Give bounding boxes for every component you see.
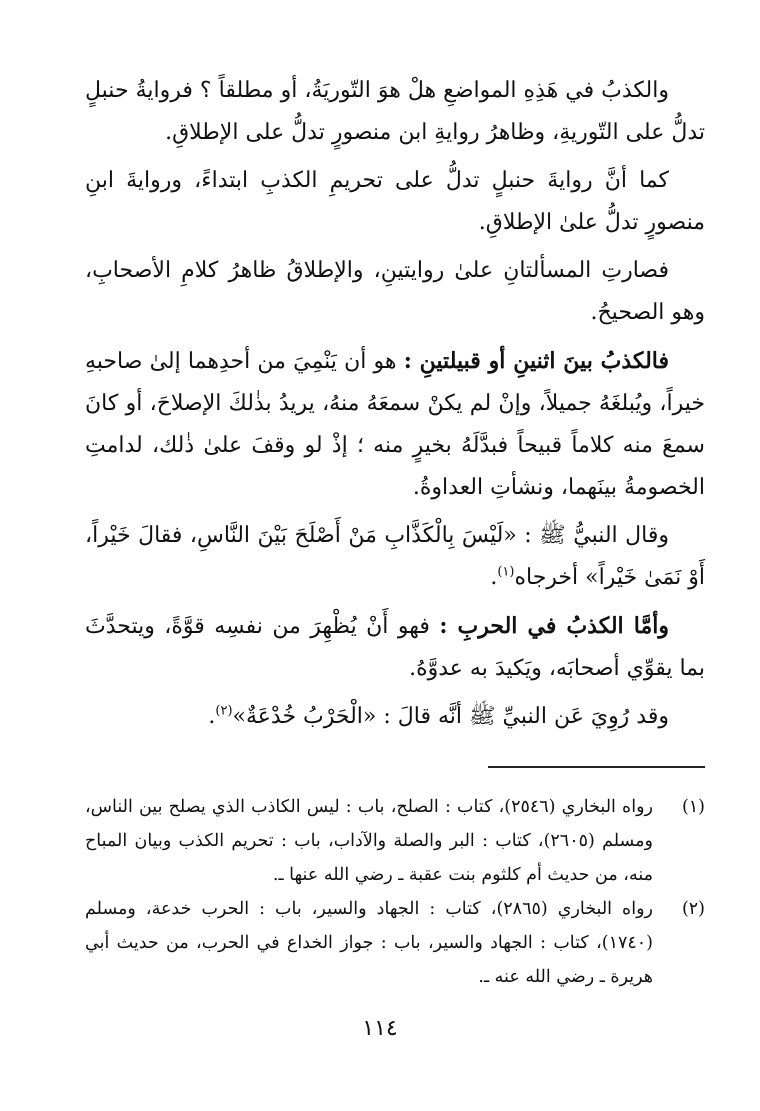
paragraph: كما أنَّ روايةَ حنبلٍ تدلُّ على تحريمِ الكذبِ ابتداءً، وروايةَ ابنِ منصورٍ تدلُّ علىٰ الإطلاقِ. [85,168,705,235]
paragraph: والكذبُ في هَذِهِ المواضعِ هلْ هوَ التّوريَةُ، أو مطلقاً ؟ فروايةُ حنبلٍ تدلُّ على التّوريةِ، وظاهرُ روايةِ ابن منصورٍ تدلُّ على الإطلاقِ. [85,78,705,145]
footnote-text: رواه البخاري (٢٥٤٦)، كتاب : الصلح، باب : ليس الكاذب الذي يصلح بين الناس، ومسلم (٢٦٠٥)، كتاب : البر والصلة والآداب، باب : تحريم الكذب وبيان المباح منه، من حديث أم كلثوم بنت عقبة ـ رضي الله عنها ـ. [85,797,653,885]
footnotes [85,790,705,994]
paragraph-heading: فالكذبُ بينَ اثنينِ أو قبيلتينِ : [403,348,669,374]
footnote [85,892,705,994]
footnote-separator [488,766,705,768]
footnote [85,790,705,892]
footnote-number: (١) [681,797,705,817]
paragraph: وقد رُوِيَ عَن النبيِّ ﷺ أنَّه قالَ : «الْحَرْبُ خُدْعَةٌ»$^{(٢)}$. [208,703,669,729]
main-text [85,70,705,744]
page-number: ١١٤ [362,1016,398,1041]
paragraph: وأمَّا الكذبُ في الحربِ : فهو أَنْ يُظْهِرَ من نفسِه قوَّةً، ويتحدَّثَ بما يقوِّي أصحابَه، ويَكيدَ به عدوَّهُ. [85,613,705,681]
paragraph: فالكذبُ بينَ اثنينِ أو قبيلتينِ : هو أن يَنْمِيَ من أحدِهما إلىٰ صاحبهِ خيراً، ويُبلغَهُ جميلاً، وإنْ لم يكنْ سمعَهُ منهُ، يريدُ بذٰلكَ الإصلاحَ، أو كانَ سمعَ منه كلاماً قبيحاً فبدَّلَهُ بخيرٍ منه ؛ إذْ لو وقفَ علىٰ ذٰلك، لدامتِ الخصومةُ بينَهما، ونشأتِ العداوةُ. [85,348,705,500]
paragraph: وقال النبيُّ ﷺ : «لَيْسَ بِالْكَذَّابِ مَنْ أَصْلَحَ بَيْنَ النَّاسِ، فقالَ خَيْراً، أَوْ نَمَىٰ خَيْراً» أخرجاه$^{(١)}$. [85,523,705,590]
paragraph-heading: وأمَّا الكذبُ في الحربِ : [439,613,669,639]
footnote-ref: (٢) [215,703,233,719]
footnote-ref: (١) [497,564,515,580]
footnote-text: رواه البخاري (٢٨٦٥)، كتاب : الجهاد والسير، باب : الحرب خدعة، ومسلم (١٧٤٠)، كتاب : الجهاد والسير، باب : جواز الخداع في الحرب، من حديث أبي هريرة ـ رضي الله عنه ـ. [85,899,653,987]
footnote-number: (٢) [681,899,705,919]
paragraph: فصارتِ المسألتانِ علىٰ روايتينِ، والإطلاقُ ظاهرُ كلامِ الأصحابِ، وهو الصحيحُ. [85,258,705,325]
